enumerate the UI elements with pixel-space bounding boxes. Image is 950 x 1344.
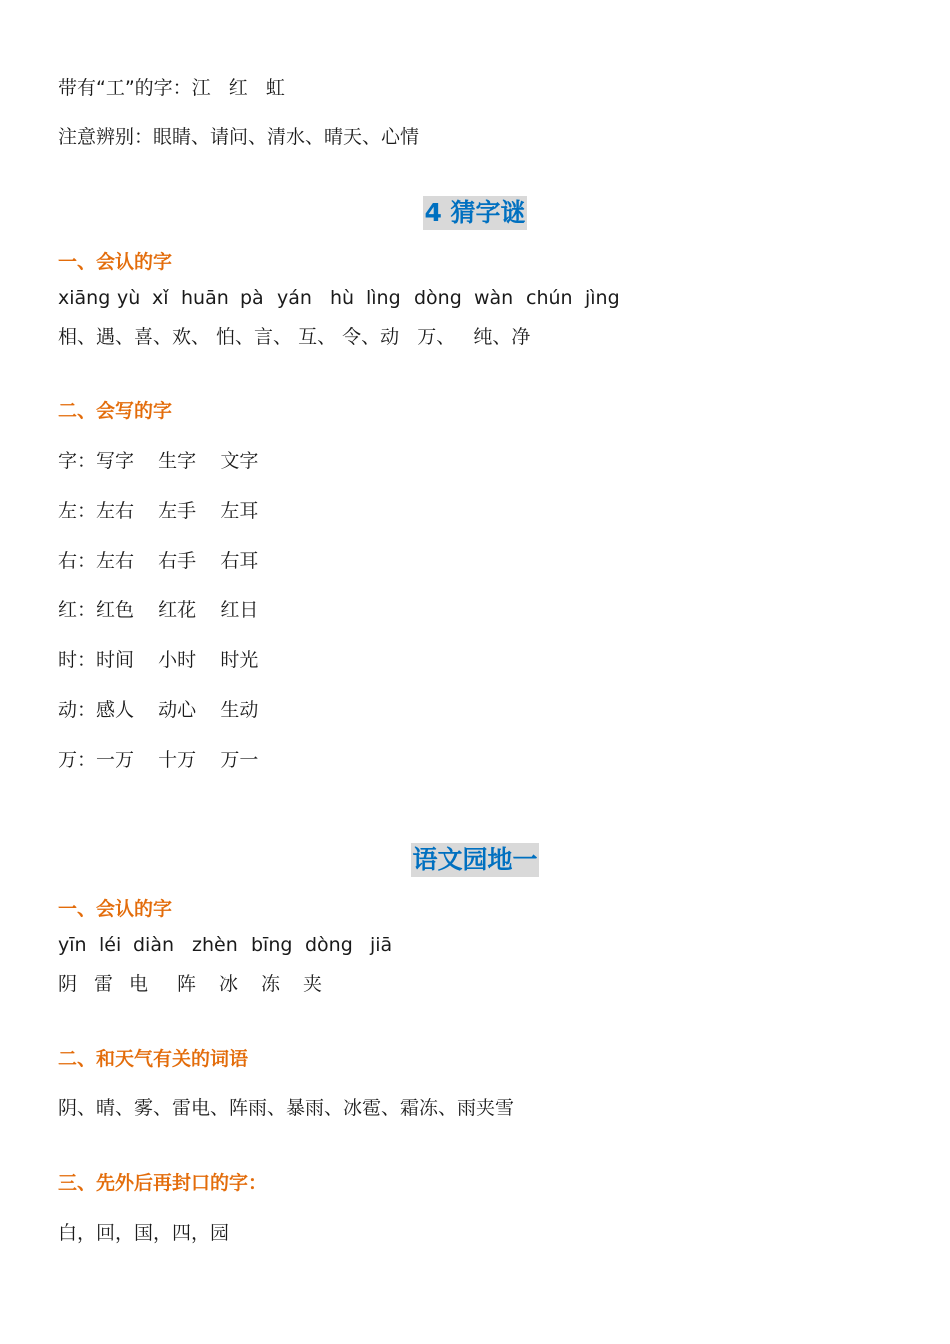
pinyin-syllable: yán xyxy=(277,287,312,309)
character: 冰 xyxy=(219,973,239,995)
write-line: 字：写字 生字 文字 xyxy=(58,450,259,472)
write-line: 万：一万 十万 万一 xyxy=(58,749,259,771)
pinyin-syllable: wàn xyxy=(474,287,514,309)
pinyin-syllable: xǐ xyxy=(152,287,169,309)
lesson4-characters-line: 相、遇、喜、欢、 怕、言、 互、 令、动 万、 纯、净 xyxy=(58,326,531,348)
garden1-pinyin-line xyxy=(58,933,458,957)
character: 阵 xyxy=(177,973,197,995)
pinyin-syllable: hù xyxy=(330,287,355,309)
pinyin-syllable: yīn xyxy=(58,934,87,956)
lesson4-title-wrap xyxy=(0,196,950,230)
pinyin-syllable: jìng xyxy=(585,287,620,309)
pinyin-syllable: dòng xyxy=(414,287,462,309)
write-line: 红：红色 红花 红日 xyxy=(58,599,259,621)
pinyin-syllable: bīng xyxy=(251,934,293,956)
pinyin-syllable: yù xyxy=(117,287,141,309)
garden1-weather-heading: 二、和天气有关的词语 xyxy=(58,1048,249,1070)
enclosed-characters-line: 白，回，国，四，园 xyxy=(58,1222,230,1244)
write-line: 动：感人 动心 生动 xyxy=(58,699,259,721)
character: 冻 xyxy=(261,973,281,995)
write-line: 右：左右 右手 右耳 xyxy=(58,550,259,572)
lesson4-pinyin-line xyxy=(58,286,758,310)
garden1-enclosed-heading: 三、先外后再封口的字： xyxy=(58,1172,268,1194)
gong-characters-line: 带有“工”的字：江 红 虹 xyxy=(58,77,285,99)
weather-words-line: 阴、晴、雾、雷电、阵雨、暴雨、冰雹、霜冻、雨夹雪 xyxy=(58,1097,515,1119)
pinyin-syllable: jiā xyxy=(370,934,393,956)
pinyin-syllable: zhèn xyxy=(192,934,238,956)
garden1-title: 语文园地一 xyxy=(411,843,538,877)
pinyin-syllable: diàn xyxy=(133,934,175,956)
write-line: 左：左右 左手 左耳 xyxy=(58,500,259,522)
distinguish-words-line: 注意辨别：眼睛、请问、清水、晴天、心情 xyxy=(58,126,420,148)
character: 阴 xyxy=(58,973,78,995)
character: 电 xyxy=(129,973,149,995)
lesson4-title: 4 猜字谜 xyxy=(423,196,526,230)
character: 雷 xyxy=(94,973,114,995)
character: 夹 xyxy=(303,973,323,995)
pinyin-syllable: xiāng xyxy=(58,287,111,309)
pinyin-syllable: chún xyxy=(526,287,573,309)
garden1-title-wrap xyxy=(0,843,950,877)
pinyin-syllable: lìng xyxy=(366,287,401,309)
write-line: 时：时间 小时 时光 xyxy=(58,649,259,671)
pinyin-syllable: léi xyxy=(99,934,122,956)
garden1-recognize-heading: 一、会认的字 xyxy=(58,898,173,920)
pinyin-syllable: huān xyxy=(181,287,229,309)
pinyin-syllable: dòng xyxy=(305,934,353,956)
lesson4-recognize-heading: 一、会认的字 xyxy=(58,251,173,273)
pinyin-syllable: pà xyxy=(240,287,264,309)
garden1-characters-line xyxy=(58,972,458,996)
lesson4-write-heading: 二、会写的字 xyxy=(58,400,173,422)
